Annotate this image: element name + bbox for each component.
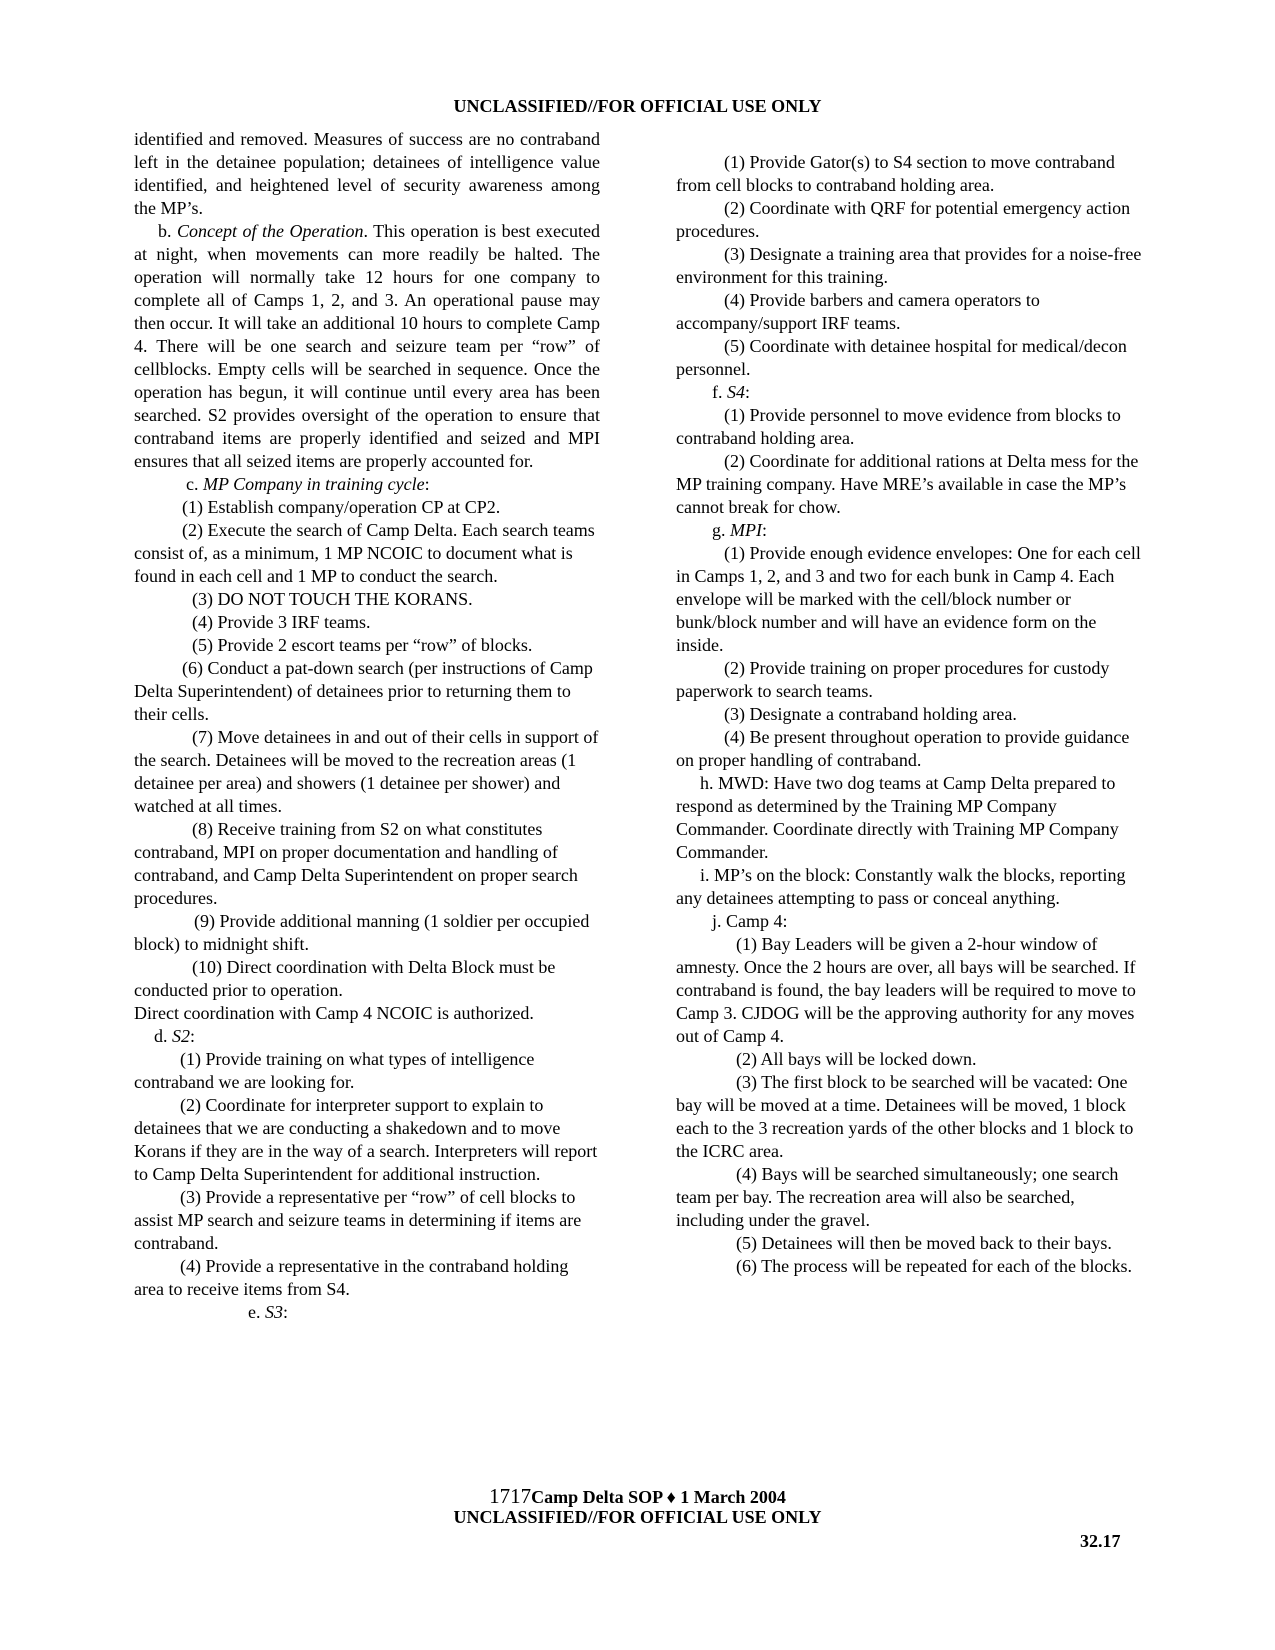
section-title: Concept of the Operation bbox=[177, 221, 364, 241]
section-label: d. bbox=[154, 1026, 172, 1046]
list-item: (3) Designate a contraband holding area. bbox=[724, 704, 1017, 724]
list-item: (4) Provide 3 IRF teams. bbox=[192, 612, 371, 632]
section-label: b. bbox=[158, 221, 177, 241]
list-item: (3) Provide a representative per “row” of cell blocks to assist MP search and seizure teams in determining if items are contraband. bbox=[134, 1187, 582, 1253]
list-item: (8) Receive training from S2 on what constitutes contraband, MPI on proper documentation and handling of contraband, and Camp Delta Superintendent on proper search procedures. bbox=[134, 819, 578, 908]
list-item: (1) Provide enough evidence envelopes: One for each cell in Camps 1, 2, and 3 and two for each bunk in Camp 4. Each envelope will be marked with the cell/block number or bunk/block number and will have an evidence form on the inside. bbox=[676, 543, 1141, 655]
section-g bbox=[676, 519, 1146, 542]
list-item: (1) Provide Gator(s) to S4 section to move contraband from cell blocks to contraband holding area. bbox=[676, 152, 1115, 195]
list-item: (4) Provide a representative in the contraband holding area to receive items from S4. bbox=[134, 1256, 569, 1299]
colon: : bbox=[424, 474, 430, 494]
section-label: g. bbox=[712, 520, 730, 540]
section-title: S3 bbox=[265, 1302, 283, 1322]
section-e bbox=[134, 1301, 600, 1324]
list-item: (3) DO NOT TOUCH THE KORANS. bbox=[192, 589, 473, 609]
section-label: e. bbox=[248, 1302, 265, 1322]
list-item: (2) Coordinate with QRF for potential emergency action procedures. bbox=[676, 198, 1131, 241]
section-label: f. bbox=[712, 382, 727, 402]
list-item: (2) Execute the search of Camp Delta. Each search teams consist of, as a minimum, 1 MP NCOIC to document what is found in each cell and 1 MP to conduct the search. bbox=[134, 520, 595, 586]
section-i: i. MP’s on the block: Constantly walk the blocks, reporting any detainees attempting to pass or conceal anything. bbox=[676, 865, 1126, 908]
list-item: (10) Direct coordination with Delta Block must be conducted prior to operation. bbox=[134, 957, 556, 1000]
footer-classification: UNCLASSIFIED//FOR OFFICIAL USE ONLY bbox=[453, 1507, 822, 1527]
section-h: h. MWD: Have two dog teams at Camp Delta prepared to respond as determined by the Training MP Company Commander. Coordinate directly with Training MP Company Commander. bbox=[676, 773, 1119, 862]
page-reference: 32.17 bbox=[1080, 1531, 1121, 1551]
list-item: (5) Provide 2 escort teams per “row” of blocks. bbox=[192, 635, 533, 655]
left-column bbox=[134, 128, 600, 1324]
list-item: (2) Coordinate for additional rations at Delta mess for the MP training company. Have MRE’s available in case the MP’s cannot break for chow. bbox=[676, 451, 1139, 517]
list-item: (2) All bays will be locked down. bbox=[736, 1049, 977, 1069]
list-item: (2) Coordinate for interpreter support to explain to detainees that we are conducting a shakedown and to move Korans if they are in the way of a search. Interpreters will report to Camp Delta Superintendent for additional instruction. bbox=[134, 1095, 598, 1184]
header-classification: UNCLASSIFIED//FOR OFFICIAL USE ONLY bbox=[453, 96, 822, 116]
footer-title-line bbox=[0, 1484, 1275, 1509]
section-text: . This operation is best executed at night, when movements can more readily be halted. The operation will normally take 12 hours for one company to complete all of Camps 1, 2, and 3. An operational pause may then occur. It will take an additional 10 hours to complete Camp 4. There will be one search and seizure team per “row” of cellblocks. Empty cells will be searched in sequence. Once the operation has begun, it will continue until every area has been searched. S2 provides oversight of the operation to ensure that contraband items are properly identified and seized and MPI ensures that all seized items are properly accounted for. bbox=[134, 221, 601, 471]
list-item: (6) Conduct a pat-down search (per instructions of Camp Delta Superintendent) of detainees prior to returning them to their cells. bbox=[134, 658, 593, 724]
paragraph: identified and removed. Measures of success are no contraband left in the detainee population; detainees of intelligence value identified, and heightened level of security awareness among the MP’s. bbox=[134, 129, 600, 218]
footer-title: Camp Delta SOP ♦ 1 March 2004 bbox=[531, 1487, 786, 1507]
section-c bbox=[134, 473, 600, 496]
list-item: (7) Move detainees in and out of their cells in support of the search. Detainees will be moved to the recreation areas (1 detainee per area) and showers (1 detainee per shower) and watched at all times. bbox=[134, 727, 599, 816]
list-item: (4) Bays will be searched simultaneously; one search team per bay. The recreation area will also be searched, including under the gravel. bbox=[676, 1164, 1119, 1230]
section-title: MPI bbox=[730, 520, 762, 540]
section-title: S4 bbox=[727, 382, 745, 402]
section-j: j. Camp 4: bbox=[712, 911, 788, 931]
right-column bbox=[676, 128, 1146, 1278]
list-item: (1) Provide training on what types of intelligence contraband we are looking for. bbox=[134, 1049, 535, 1092]
list-item: (4) Provide barbers and camera operators to accompany/support IRF teams. bbox=[676, 290, 1040, 333]
section-f bbox=[676, 381, 1146, 404]
list-item: (5) Detainees will then be moved back to their bays. bbox=[736, 1233, 1112, 1253]
colon: : bbox=[761, 520, 767, 540]
section-title: S2 bbox=[172, 1026, 190, 1046]
list-item: (1) Establish company/operation CP at CP2. bbox=[182, 497, 501, 517]
list-item: (9) Provide additional manning (1 soldier per occupied block) to midnight shift. bbox=[134, 911, 590, 954]
section-d bbox=[134, 1025, 600, 1048]
list-item: (3) Designate a training area that provides for a noise-free environment for this training. bbox=[676, 244, 1142, 287]
colon: : bbox=[283, 1302, 289, 1322]
list-item: (2) Provide training on proper procedures for custody paperwork to search teams. bbox=[676, 658, 1110, 701]
list-item: (6) The process will be repeated for each of the blocks. bbox=[736, 1256, 1133, 1276]
page-number: 1717 bbox=[489, 1484, 532, 1508]
list-item: (3) The first block to be searched will be vacated: One bay will be moved at a time. Detainees will be moved, 1 block each to the 3 recreation yards of the other blocks and 1 block to the ICRC area. bbox=[676, 1072, 1134, 1161]
section-title: MP Company in training cycle bbox=[203, 474, 425, 494]
colon: : bbox=[190, 1026, 196, 1046]
list-item: (1) Bay Leaders will be given a 2-hour window of amnesty. Once the 2 hours are over, all bays will be searched. If contraband is found, the bay leaders will be required to move to Camp 3. CJDOG will be the approving authority for any moves out of Camp 4. bbox=[676, 934, 1136, 1046]
list-item: Direct coordination with Camp 4 NCOIC is authorized. bbox=[134, 1003, 534, 1023]
list-item: (4) Be present throughout operation to provide guidance on proper handling of contraband. bbox=[676, 727, 1130, 770]
section-b bbox=[134, 220, 600, 473]
colon: : bbox=[745, 382, 751, 402]
list-item: (1) Provide personnel to move evidence from blocks to contraband holding area. bbox=[676, 405, 1121, 448]
section-label: c. bbox=[186, 474, 203, 494]
list-item: (5) Coordinate with detainee hospital for medical/decon personnel. bbox=[676, 336, 1127, 379]
